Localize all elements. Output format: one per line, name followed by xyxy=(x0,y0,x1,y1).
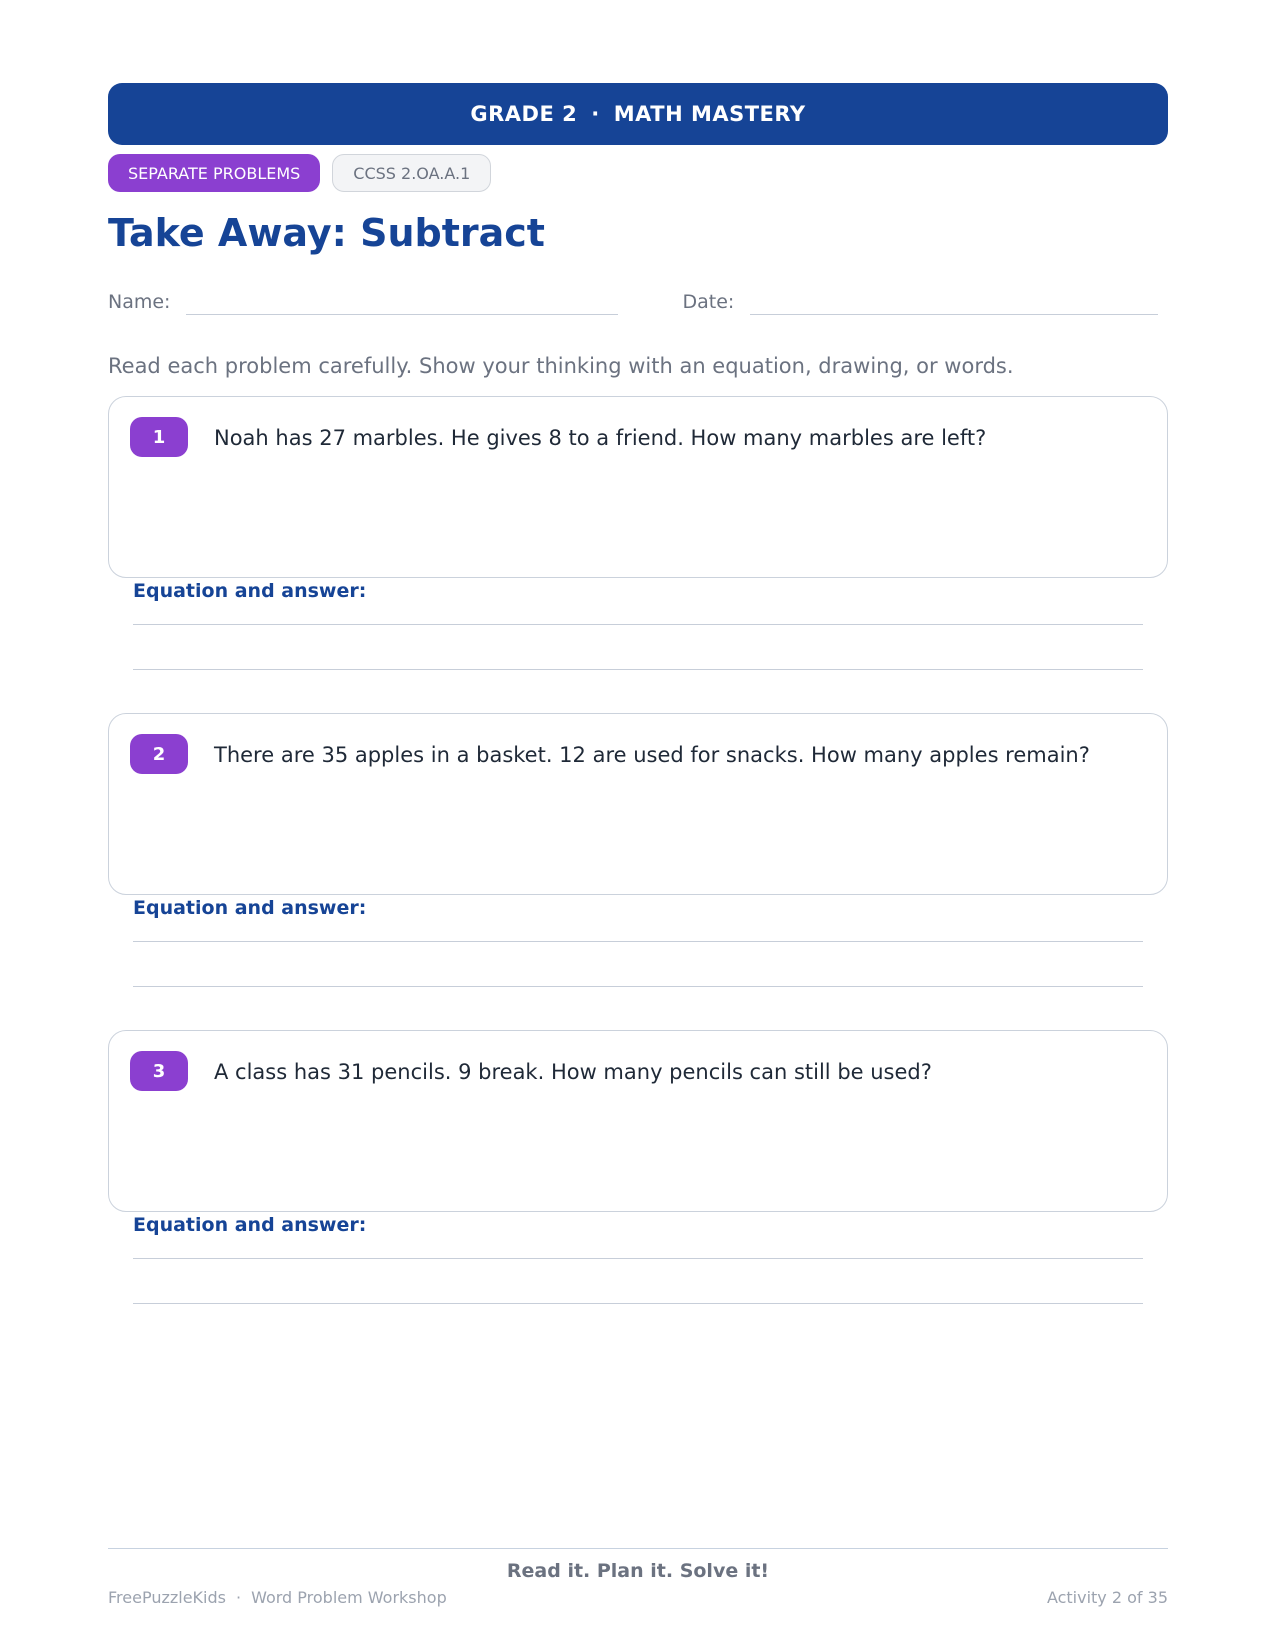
topic-tag: SEPARATE PROBLEMS xyxy=(108,154,320,192)
problem-text: Noah has 27 marbles. He gives 8 to a friend. How many marbles are left? xyxy=(214,426,987,450)
name-field[interactable] xyxy=(186,292,618,315)
problem-number-badge: 2 xyxy=(130,734,188,774)
answer-line[interactable] xyxy=(133,941,1143,942)
problem-text: A class has 31 pencils. 9 break. How many pencils can still be used? xyxy=(214,1060,932,1084)
answer-line[interactable] xyxy=(133,624,1143,625)
answer-line[interactable] xyxy=(133,1258,1143,1259)
footer-series: Word Problem Workshop xyxy=(251,1588,447,1607)
footer-separator: · xyxy=(235,1588,242,1607)
problem-box[interactable] xyxy=(108,713,1168,895)
date-label: Date: xyxy=(682,291,735,313)
date-field[interactable] xyxy=(750,292,1158,315)
footer-credit xyxy=(108,1587,447,1609)
answer-line[interactable] xyxy=(133,986,1143,987)
footer xyxy=(108,1548,1168,1609)
problem-box[interactable] xyxy=(108,396,1168,578)
grade-label: GRADE 2 xyxy=(470,102,578,126)
answer-line[interactable] xyxy=(133,669,1143,670)
answer-label: Equation and answer: xyxy=(133,1214,367,1236)
name-label: Name: xyxy=(108,291,171,313)
answer-label: Equation and answer: xyxy=(133,580,367,602)
page-title: Take Away: Subtract xyxy=(108,211,545,255)
problem-number-badge: 1 xyxy=(130,417,188,457)
problem-card xyxy=(108,1030,1168,1304)
worksheet-page xyxy=(108,83,1168,381)
problem-card xyxy=(108,713,1168,987)
problem-number-badge: 3 xyxy=(130,1051,188,1091)
tag-row xyxy=(108,154,1168,192)
footer-brand: FreePuzzleKids xyxy=(108,1588,226,1607)
problem-text: There are 35 apples in a basket. 12 are used for snacks. How many apples remain? xyxy=(214,743,1090,767)
problem-box[interactable] xyxy=(108,1030,1168,1212)
instructions: Read each problem carefully. Show your thinking with an equation, drawing, or words. xyxy=(108,354,1014,378)
answer-label: Equation and answer: xyxy=(133,897,367,919)
problem-card xyxy=(108,396,1168,670)
activity-counter: Activity 2 of 35 xyxy=(1046,1588,1168,1607)
subject-label: MATH MASTERY xyxy=(613,102,806,126)
name-date-fields xyxy=(108,281,1168,315)
footer-motto: Read it. Plan it. Solve it! xyxy=(506,1560,770,1582)
header-banner xyxy=(108,83,1168,145)
header-separator: · xyxy=(591,102,600,126)
answer-line[interactable] xyxy=(133,1303,1143,1304)
footer-row xyxy=(108,1587,1168,1609)
standard-tag: CCSS 2.OA.A.1 xyxy=(332,154,491,192)
